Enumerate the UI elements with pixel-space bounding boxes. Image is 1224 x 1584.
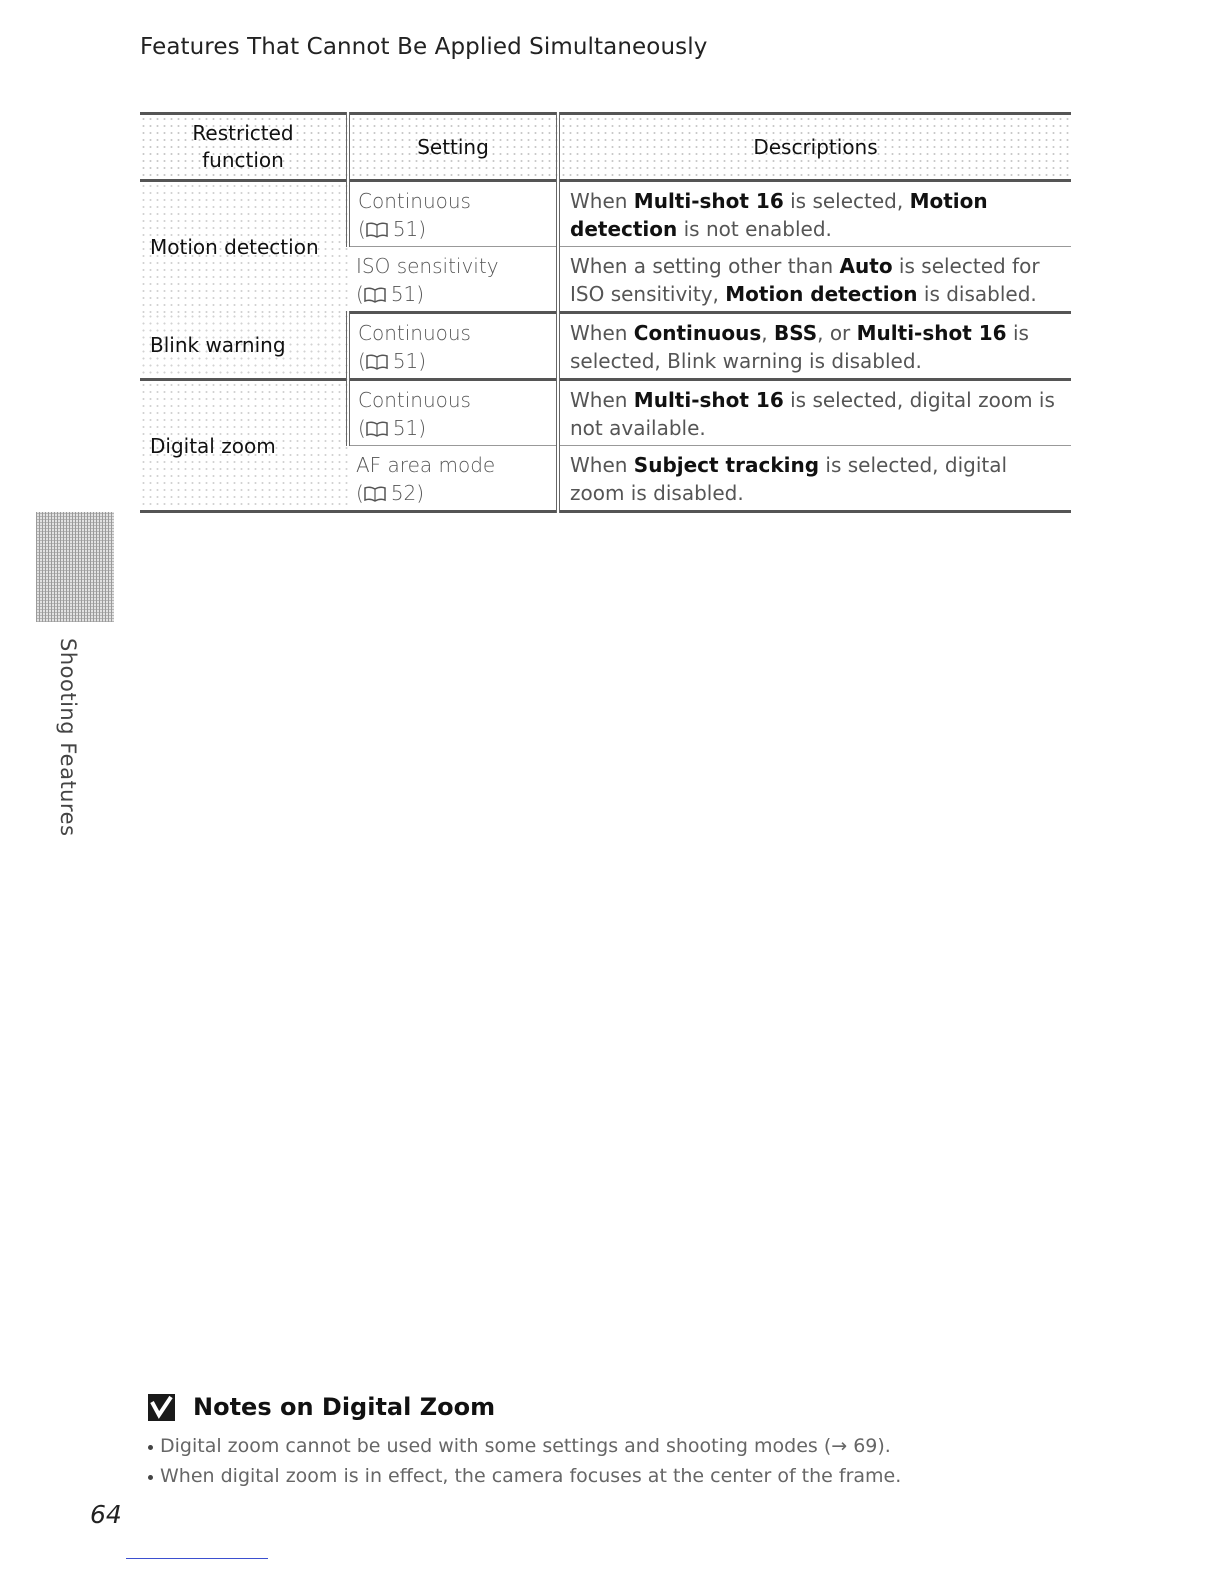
page-reference — [356, 479, 546, 507]
table-row — [140, 380, 1071, 446]
page-reference — [358, 414, 546, 442]
description-cell — [558, 181, 1071, 247]
description-keyword: Subject tracking — [633, 453, 820, 477]
header-restricted-function — [140, 114, 348, 181]
setting-name: Continuous — [358, 189, 471, 213]
table-header-row — [140, 114, 1071, 181]
chapter-tab-marker — [36, 512, 114, 622]
ref-page-number: 51 — [392, 349, 419, 373]
header-setting: Setting — [348, 114, 558, 181]
description-text: is selected, — [783, 189, 910, 213]
description-text: When — [570, 321, 634, 345]
ref-close-paren: ) — [418, 217, 427, 241]
notes-list — [148, 1435, 1048, 1487]
description-text: is selected, digital zoom is not available. — [570, 388, 1055, 440]
description-text: is selected, digital zoom is disabled. — [570, 453, 1008, 505]
setting-cell — [348, 446, 558, 512]
description-text: , — [761, 321, 774, 345]
description-cell — [558, 446, 1071, 512]
notes-item: When digital zoom is in effect, the camera focuses at the center of the frame. — [148, 1465, 1048, 1487]
ref-page-number: 51 — [392, 217, 419, 241]
description-cell — [558, 313, 1071, 380]
ref-open-paren: ( — [358, 416, 366, 440]
setting-cell — [348, 313, 558, 380]
header-descriptions: Descriptions — [558, 114, 1071, 181]
notes-heading: Notes on Digital Zoom — [193, 1393, 496, 1421]
header-restricted-line2: function — [202, 148, 284, 172]
description-keyword: Auto — [839, 254, 893, 278]
setting-cell — [348, 247, 558, 313]
restricted-function-cell: Motion detection — [140, 181, 348, 313]
description-keyword: Multi-shot 16 — [633, 189, 784, 213]
footer-rule — [126, 1558, 268, 1559]
setting-name: Continuous — [358, 388, 471, 412]
ref-page-number: 51 — [390, 282, 417, 306]
restricted-function-cell: Blink warning — [140, 313, 348, 380]
description-keyword: BSS — [773, 321, 818, 345]
description-text: When a setting other than — [570, 254, 840, 278]
description-text: is selected, Blink warning is disabled. — [570, 321, 1029, 373]
description-keyword: Continuous — [633, 321, 762, 345]
description-text: When — [570, 189, 634, 213]
header-restricted-line1: Restricted — [192, 121, 294, 145]
description-text: When — [570, 453, 634, 477]
book-icon — [366, 349, 388, 373]
description-cell — [558, 247, 1071, 313]
page-reference — [358, 347, 546, 375]
chapter-tab-label: Shooting Features — [56, 638, 80, 837]
book-icon — [364, 282, 386, 306]
description-keyword: Multi-shot 16 — [856, 321, 1007, 345]
description-text: When — [570, 388, 634, 412]
table-row — [140, 313, 1071, 380]
table-row — [140, 181, 1071, 247]
setting-name: ISO sensitivity — [356, 254, 499, 278]
page-title: Features That Cannot Be Applied Simultaneously — [140, 34, 708, 60]
ref-open-paren: ( — [358, 217, 366, 241]
book-icon — [366, 217, 388, 241]
ref-close-paren: ) — [418, 349, 427, 373]
description-text: is not enabled. — [677, 217, 832, 241]
features-table — [140, 112, 1071, 513]
description-keyword: Multi-shot 16 — [633, 388, 784, 412]
description-text: is disabled. — [917, 282, 1037, 306]
ref-page-number: 52 — [390, 481, 417, 505]
setting-name: AF area mode — [356, 453, 496, 477]
book-icon — [364, 481, 386, 505]
setting-cell — [348, 380, 558, 446]
ref-close-paren: ) — [418, 416, 427, 440]
page-number: 64 — [90, 1500, 122, 1529]
ref-open-paren: ( — [358, 349, 366, 373]
page-reference — [358, 215, 546, 243]
ref-close-paren: ) — [416, 282, 425, 306]
description-cell — [558, 380, 1071, 446]
notes-item: Digital zoom cannot be used with some settings and shooting modes (→ 69). — [148, 1435, 1048, 1457]
description-text: is selected for ISO sensitivity, — [570, 254, 1040, 306]
description-keyword: Motion detection — [570, 189, 988, 241]
page-reference — [356, 280, 546, 308]
ref-page-number: 51 — [392, 416, 419, 440]
ref-open-paren: ( — [356, 481, 364, 505]
notes-section — [148, 1393, 1048, 1495]
restricted-function-cell: Digital zoom — [140, 380, 348, 512]
check-icon — [148, 1394, 175, 1421]
description-keyword: Motion detection — [725, 282, 918, 306]
description-text: , or — [817, 321, 857, 345]
setting-name: Continuous — [358, 321, 471, 345]
book-icon — [366, 416, 388, 440]
setting-cell — [348, 181, 558, 247]
ref-open-paren: ( — [356, 282, 364, 306]
notes-title — [148, 1393, 1048, 1421]
ref-close-paren: ) — [416, 481, 425, 505]
